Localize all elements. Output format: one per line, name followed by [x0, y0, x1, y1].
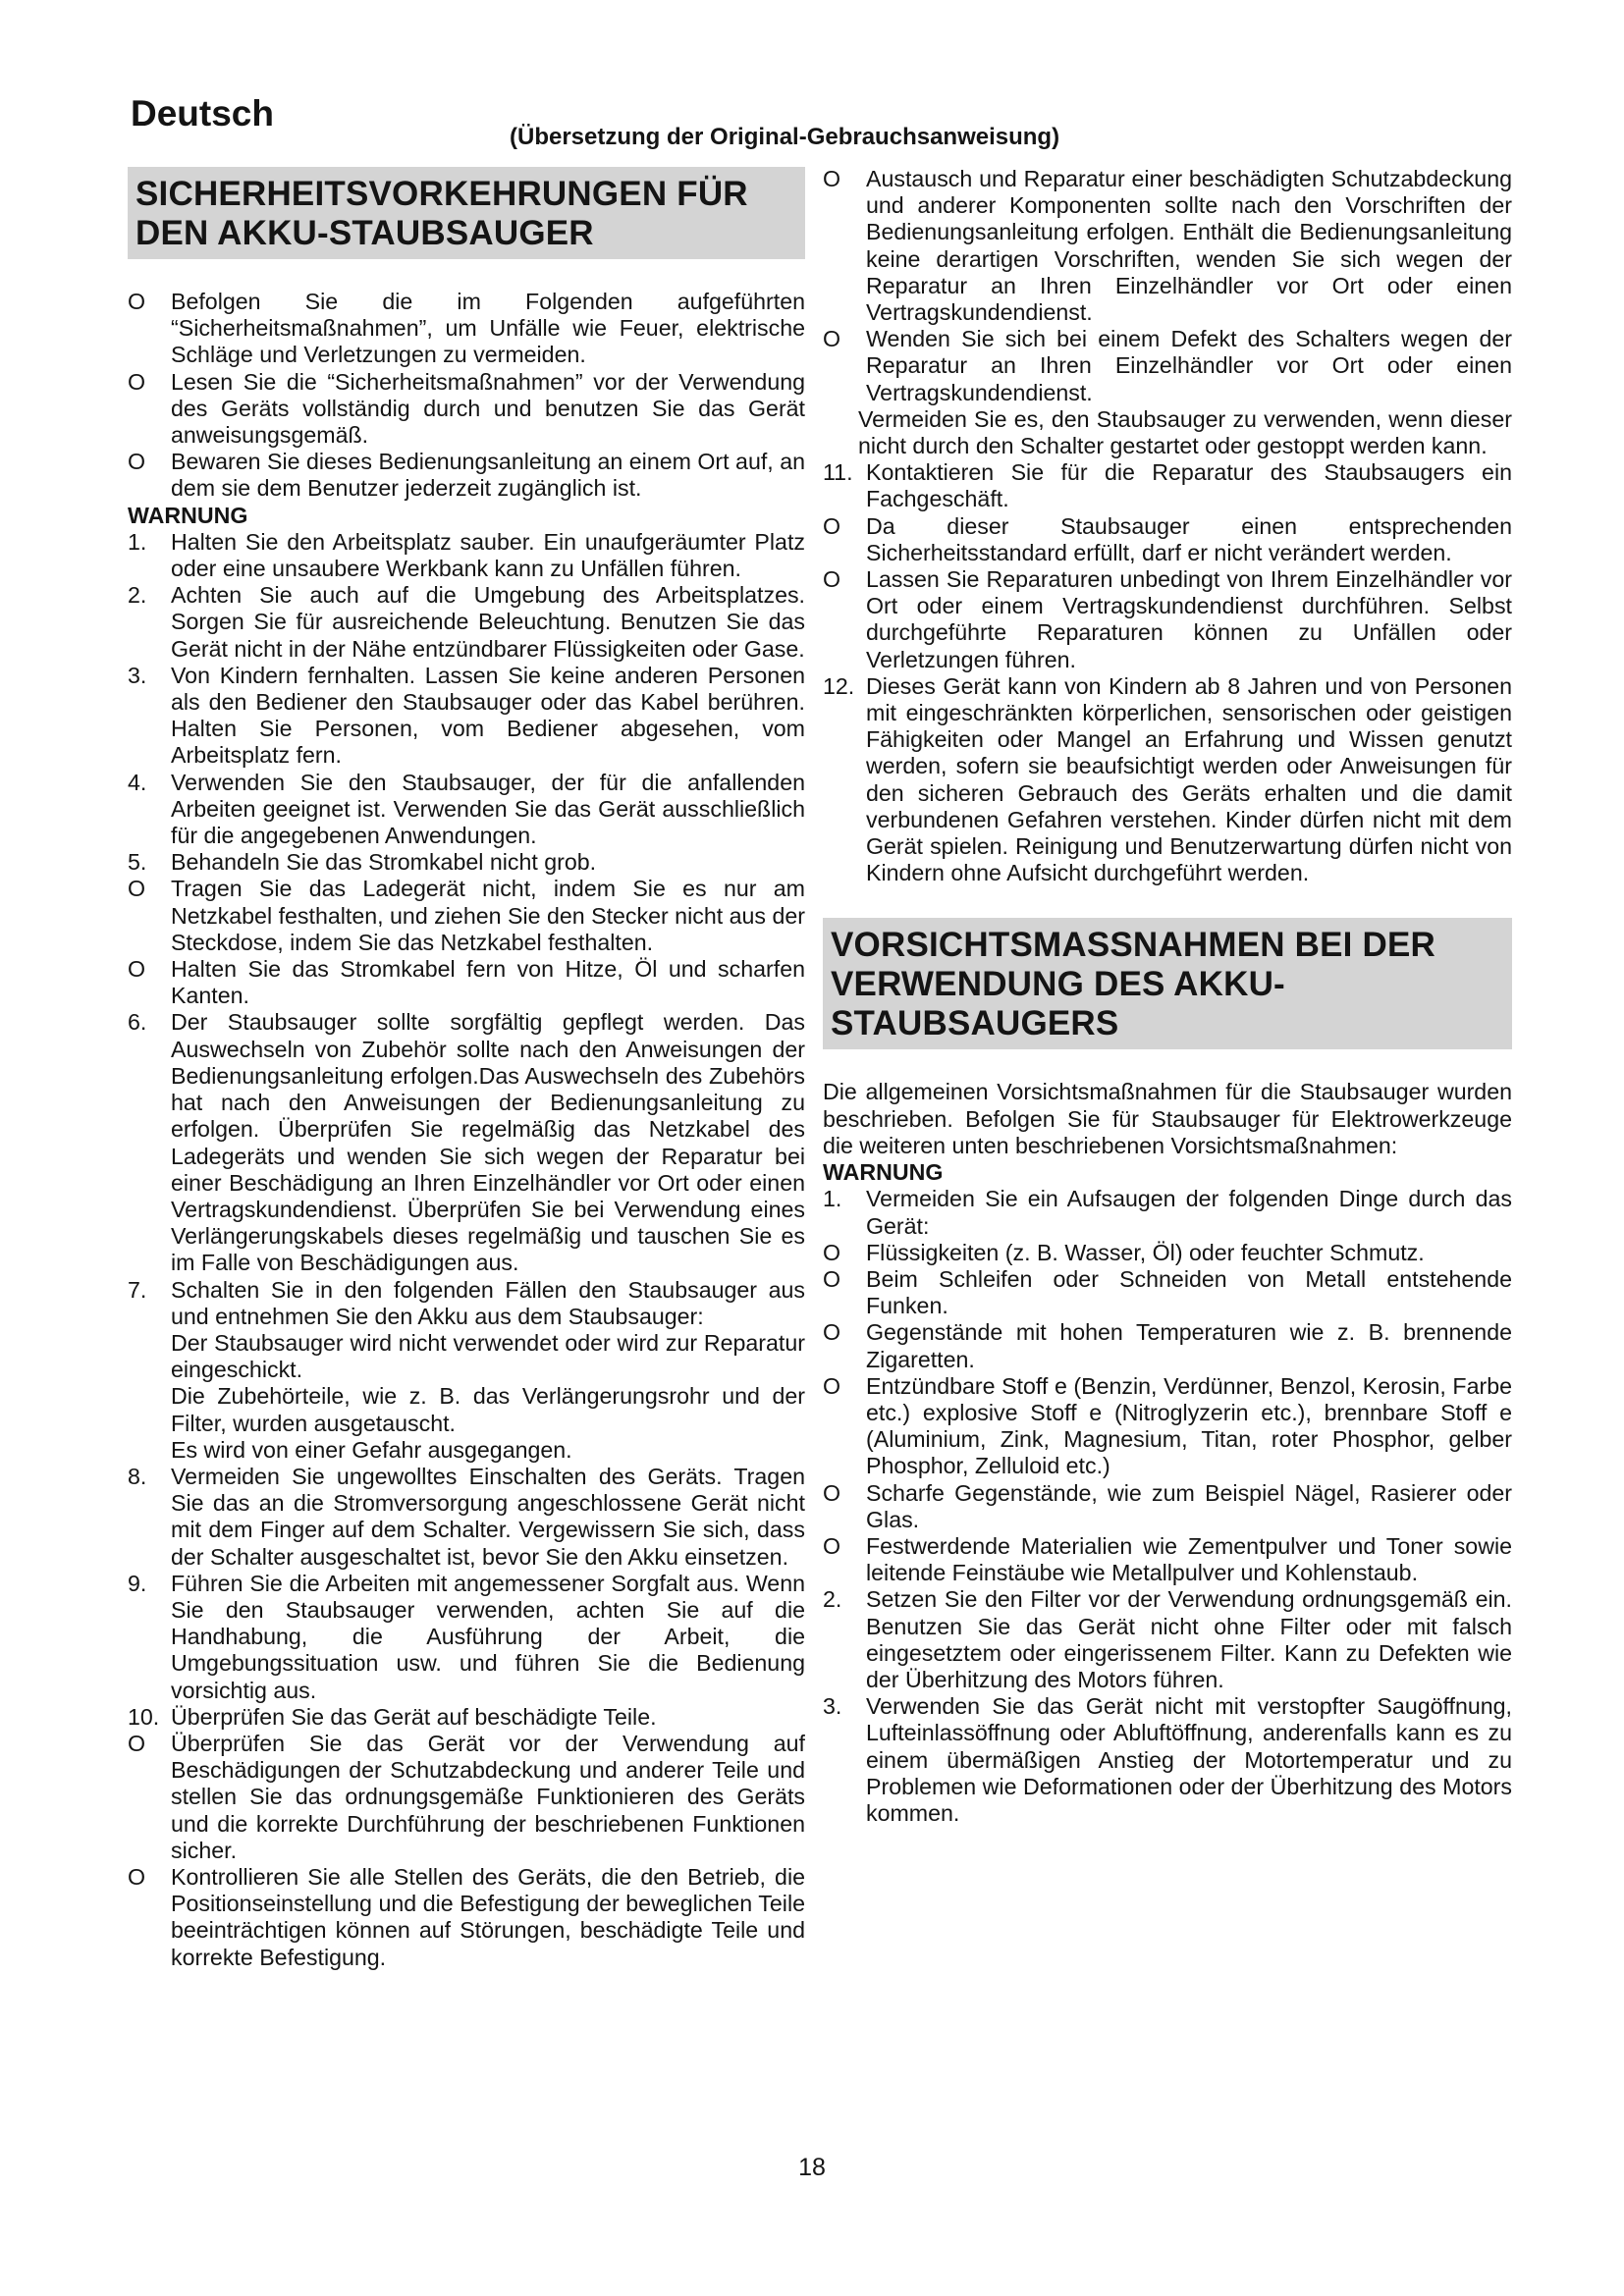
item-text: Führen Sie die Arbeiten mit angemessener Sorgfalt aus. Wenn Sie den Staubsauger verwenden, achten Sie auf die Handhabung, die Ausführung der Arbeit, die Umgebungssituation usw. und führen Sie die Bedienung vorsichtig aus.: [171, 1570, 805, 1703]
list-item: [823, 1533, 1512, 1586]
item-marker: 1.: [823, 1186, 842, 1212]
list-item: [823, 1693, 1512, 1827]
list-item: [128, 1731, 805, 1864]
left-items-list: [128, 529, 805, 1330]
item-marker: 11.: [823, 459, 853, 486]
item-marker: O: [128, 449, 146, 475]
list-item: [128, 1277, 805, 1330]
list-item: [823, 1586, 1512, 1693]
list-item: [128, 849, 805, 876]
item-marker: O: [128, 1730, 146, 1756]
item-marker: 12.: [823, 672, 855, 699]
item-marker: 9.: [128, 1570, 147, 1596]
item-marker: O: [823, 566, 841, 593]
item-marker: 1.: [128, 528, 147, 555]
item7-sub-2: Die Zubehörteile, wie z. B. das Verlängerungsrohr und der Filter, wurden ausgetauscht.: [171, 1383, 805, 1436]
list-item: [128, 1704, 805, 1731]
list-item: [128, 1009, 805, 1276]
list-item: [128, 449, 805, 502]
warning-label-2: WARNUNG: [823, 1159, 944, 1186]
item-text: Bewaren Sie dieses Bedienungsanleitung an einem Ort auf, an dem sie dem Benutzer jederzeit zugänglich ist.: [171, 449, 805, 502]
item-marker: O: [823, 166, 841, 191]
left-items-b-list: [128, 1464, 805, 1971]
item-text: Behandeln Sie das Stromkabel nicht grob.: [171, 849, 597, 876]
precautions-intro: Die allgemeinen Vorsichtsmaßnahmen für die Staubsauger wurden beschrieben. Befolgen Sie für Staubsauger für Elektrowerkzeuge die weiteren unten beschriebenen Vorsichtsmaßnahmen:: [823, 1079, 1512, 1158]
list-item: [823, 1266, 1512, 1319]
list-item: [823, 1319, 1512, 1372]
list-item: [823, 326, 1512, 406]
list-item: [823, 1373, 1512, 1480]
item-marker: 4.: [128, 769, 147, 795]
list-item: [128, 289, 805, 369]
item-marker: O: [823, 1265, 841, 1292]
item-text: Beim Schleifen oder Schneiden von Metall entstehende Funken.: [866, 1265, 1512, 1319]
list-item: [128, 663, 805, 770]
right-column: [823, 166, 1512, 1827]
list-item: [823, 566, 1512, 673]
item-marker: O: [128, 289, 146, 314]
avoid-note: Vermeiden Sie es, den Staubsauger zu verwenden, wenn dieser nicht durch den Schalter gestartet oder gestoppt werden kann.: [858, 405, 1512, 459]
item-text: Halten Sie den Arbeitsplatz sauber. Ein unaufgeräumter Platz oder eine unsaubere Werkbank kann zu Unfällen führen.: [171, 528, 805, 582]
item-text: Von Kindern fernhalten. Lassen Sie keine anderen Personen als den Bediener den Staubsauger oder das Kabel berühren. Halten Sie Personen, vom Bediener abgesehen, vom Arbeitsplatz fern.: [171, 662, 805, 769]
item-text: Entzündbare Stoff e (Benzin, Verdünner, Benzol, Kerosin, Farbe etc.) explosive Stoff e (Nitroglyzerin etc.), brennbare Stoff e (Aluminium, Zink, Magnesium, Titan, roter Phosphor, gelber Phosphor, Zelluloid etc.): [866, 1372, 1512, 1479]
list-item: [128, 1864, 805, 1971]
list-item: [128, 1464, 805, 1571]
list-item: [128, 369, 805, 450]
item-marker: 6.: [128, 1009, 147, 1036]
item-marker: 2.: [128, 582, 147, 609]
item-text: Austausch und Reparatur einer beschädigten Schutzabdeckung und anderer Komponenten sollte nach den Vorschriften der Bedienungsanleitung erfolgen. Enthält die Bedienungsanleitung keine derartigen Vorschriften, wenden Sie sich wegen der Reparatur an Ihren Einzelhändler vor Ort oder einen Vertragskundendienst.: [866, 166, 1512, 326]
item-text: Vermeiden Sie ungewolltes Einschalten des Geräts. Tragen Sie das an die Stromversorgung angeschlossene Gerät nicht mit dem Finger auf dem Schalter. Vergewissern Sie sich, dass der Schalter ausgeschaltet ist, bevor Sie den Akku einsetzen.: [171, 1463, 805, 1570]
item7-sub-1: Der Staubsauger wird nicht verwendet oder wird zur Reparatur eingeschickt.: [171, 1329, 805, 1383]
list-item: [823, 1186, 1512, 1239]
right-items-b-list: [823, 459, 1512, 886]
item-text: Verwenden Sie den Staubsauger, der für die anfallenden Arbeiten geeignet ist. Verwenden Sie das Gerät ausschließlich für die angegebenen Anwendungen.: [171, 769, 805, 849]
item-text: Schalten Sie in den folgenden Fällen den Staubsauger aus und entnehmen Sie den Akku aus dem Staubsauger:: [171, 1276, 805, 1329]
item-text: Halten Sie das Stromkabel fern von Hitze, Öl und scharfen Kanten.: [171, 956, 805, 1009]
item-text: Lesen Sie die “Sicherheitsmaßnahmen” vor der Verwendung des Geräts vollständig durch und benutzen Sie das Gerät anweisungsgemäß.: [171, 368, 805, 449]
item-text: Gegenstände mit hohen Temperaturen wie z. B. brennende Zigaretten.: [866, 1319, 1512, 1372]
right-items-a-list: [823, 166, 1512, 406]
item-text: Vermeiden Sie ein Aufsaugen der folgenden Dinge durch das Gerät:: [866, 1186, 1512, 1239]
item-marker: O: [823, 1372, 841, 1399]
item7-sub-3: Es wird von einer Gefahr ausgegangen.: [171, 1436, 572, 1463]
list-item: [823, 1480, 1512, 1533]
list-item: [823, 166, 1512, 326]
list-item: [128, 956, 805, 1009]
item-marker: O: [823, 512, 841, 539]
item-text: Kontrollieren Sie alle Stellen des Geräts, die den Betrieb, die Positionseinstellung und die Befestigung der beweglichen Teile beeinträchtigen können auf Störungen, beschädigte Teile und korrekte Befestigung.: [171, 1863, 805, 1970]
item-marker: 5.: [128, 849, 147, 876]
list-item: [128, 770, 805, 850]
list-item: [128, 529, 805, 582]
item-text: Der Staubsauger sollte sorgfältig gepflegt werden. Das Auswechseln von Zubehör sollte nach den Anweisungen der Bedienungsanleitung erfolgen.Das Auswechseln des Zubehörs hat nach den Anweisungen der Bedienungsanleitung zu erfolgen. Überprüfen Sie regelmäßig das Netzkabel des Ladegeräts und wenden Sie sich wegen der Reparatur bei einer Beschädigung an Ihren Einzelhändler vor Ort oder einen Vertragskundendienst. Überprüfen Sie bei Verwendung eines Verlängerungskabels dieses regelmäßig und tauschen Sie es im Falle von Beschädigungen aus.: [171, 1009, 805, 1276]
item-text: Überprüfen Sie das Gerät auf beschädigte Teile.: [171, 1703, 657, 1730]
document-subtitle: (Übersetzung der Original-Gebrauchsanweisung): [510, 124, 1060, 150]
list-item: [823, 1240, 1512, 1266]
item-marker: O: [823, 1319, 841, 1346]
item-text: Wenden Sie sich bei einem Defekt des Schalters wegen der Reparatur an Ihren Einzelhändler vor Ort oder einen Vertragskundendienst.: [866, 326, 1512, 405]
list-item: [128, 1571, 805, 1704]
item-text: Verwenden Sie das Gerät nicht mit verstopfter Saugöffnung, Lufteinlassöffnung oder Abluftöffnung, anderenfalls kann es zu einem übermäßigen Anstieg der Motortemperatur und zu Problemen wie Deformationen oder der Überhitzung des Motors kommen.: [866, 1693, 1512, 1826]
left-column: [128, 167, 805, 1971]
item-marker: O: [823, 1239, 841, 1265]
item-marker: O: [823, 1479, 841, 1506]
list-item: [823, 673, 1512, 887]
item-text: Lassen Sie Reparaturen unbedingt von Ihrem Einzelhändler vor Ort oder einem Vertragskundendienst durchführen. Selbst durchgeführte Reparaturen können zu Unfällen oder Verletzungen führen.: [866, 566, 1512, 672]
item-marker: 10.: [128, 1703, 160, 1730]
warning-label: WARNUNG: [128, 502, 248, 528]
item-marker: 3.: [128, 662, 147, 688]
item-marker: O: [128, 1863, 146, 1890]
section-title-precautions: VORSICHTSMASSNAHMEN BEI DER VERWENDUNG DES AKKU-STAUBSAUGERS: [823, 918, 1512, 1049]
right-items-c-list: [823, 1186, 1512, 1827]
item-text: Tragen Sie das Ladegerät nicht, indem Sie es nur am Netzkabel festhalten, und ziehen Sie den Stecker nicht aus der Steckdose, indem Sie das Netzkabel festhalten.: [171, 876, 805, 955]
item-text: Flüssigkeiten (z. B. Wasser, Öl) oder feuchter Schmutz.: [866, 1239, 1425, 1265]
item-marker: O: [128, 956, 146, 983]
item-marker: O: [128, 876, 146, 902]
item-text: Befolgen Sie die im Folgenden aufgeführten “Sicherheitsmaßnahmen”, um Unfälle wie Feuer, elektrische Schläge und Verletzungen zu vermeiden.: [171, 289, 805, 368]
item-text: Kontaktieren Sie für die Reparatur des Staubsaugers ein Fachgeschäft.: [866, 459, 1512, 512]
item-marker: O: [823, 1532, 841, 1559]
list-item: [128, 582, 805, 663]
item-marker: 7.: [128, 1276, 147, 1303]
item-text: Da dieser Staubsauger einen entsprechenden Sicherheitsstandard erfüllt, darf er nicht verändert werden.: [866, 512, 1512, 565]
section-title-safety: SICHERHEITSVORKEHRUNGEN FÜR DEN AKKU-STAUBSAUGER: [128, 167, 805, 259]
item-marker: O: [128, 368, 146, 395]
item-text: Achten Sie auch auf die Umgebung des Arbeitsplatzes. Sorgen Sie für ausreichende Beleuchtung. Benutzen Sie das Gerät nicht in der Nähe entzündbarer Flüssigkeiten oder Gase.: [171, 582, 805, 662]
item-marker: 2.: [823, 1586, 842, 1613]
item-marker: O: [823, 326, 841, 352]
item-text: Setzen Sie den Filter vor der Verwendung ordnungsgemäß ein. Benutzen Sie das Gerät nicht ohne Filter oder mit falsch eingesetztem oder eingerissenem Filter. Kann zu Defekten wie der Überhitzung des Motors führen.: [866, 1586, 1512, 1692]
item-marker: 8.: [128, 1463, 147, 1489]
list-item: [823, 459, 1512, 512]
language-heading: Deutsch: [131, 93, 274, 133]
item-text: Dieses Gerät kann von Kindern ab 8 Jahren und von Personen mit eingeschränkten körperlichen, sensorischen oder geistigen Fähigkeiten oder Mangel an Erfahrung und Wissen genutzt werden, sofern sie beaufsichtigt werden oder Anweisungen für den sicheren Gebrauch des Geräts erhalten und die damit verbundenen Gefahren verstehen. Kinder dürfen nicht mit dem Gerät spielen. Reinigung und Benutzerwartung dürfen nicht von Kindern ohne Aufsicht durchgeführt werden.: [866, 672, 1512, 886]
list-item: [128, 876, 805, 956]
item-marker: 3.: [823, 1693, 842, 1720]
left-intro-list: [128, 289, 805, 503]
item-text: Überprüfen Sie das Gerät vor der Verwendung auf Beschädigungen der Schutzabdeckung und anderer Teile und stellen Sie das ordnungsgemäße Funktionieren des Geräts und die korrekte Durchführung der beschriebenen Funktionen sicher.: [171, 1730, 805, 1863]
item-text: Festwerdende Materialien wie Zementpulver und Toner sowie leitende Feinstäube wie Metallpulver und Kohlenstaub.: [866, 1532, 1512, 1586]
page-number: 18: [798, 2154, 826, 2181]
item-text: Scharfe Gegenstände, wie zum Beispiel Nägel, Rasierer oder Glas.: [866, 1479, 1512, 1532]
list-item: [823, 513, 1512, 566]
